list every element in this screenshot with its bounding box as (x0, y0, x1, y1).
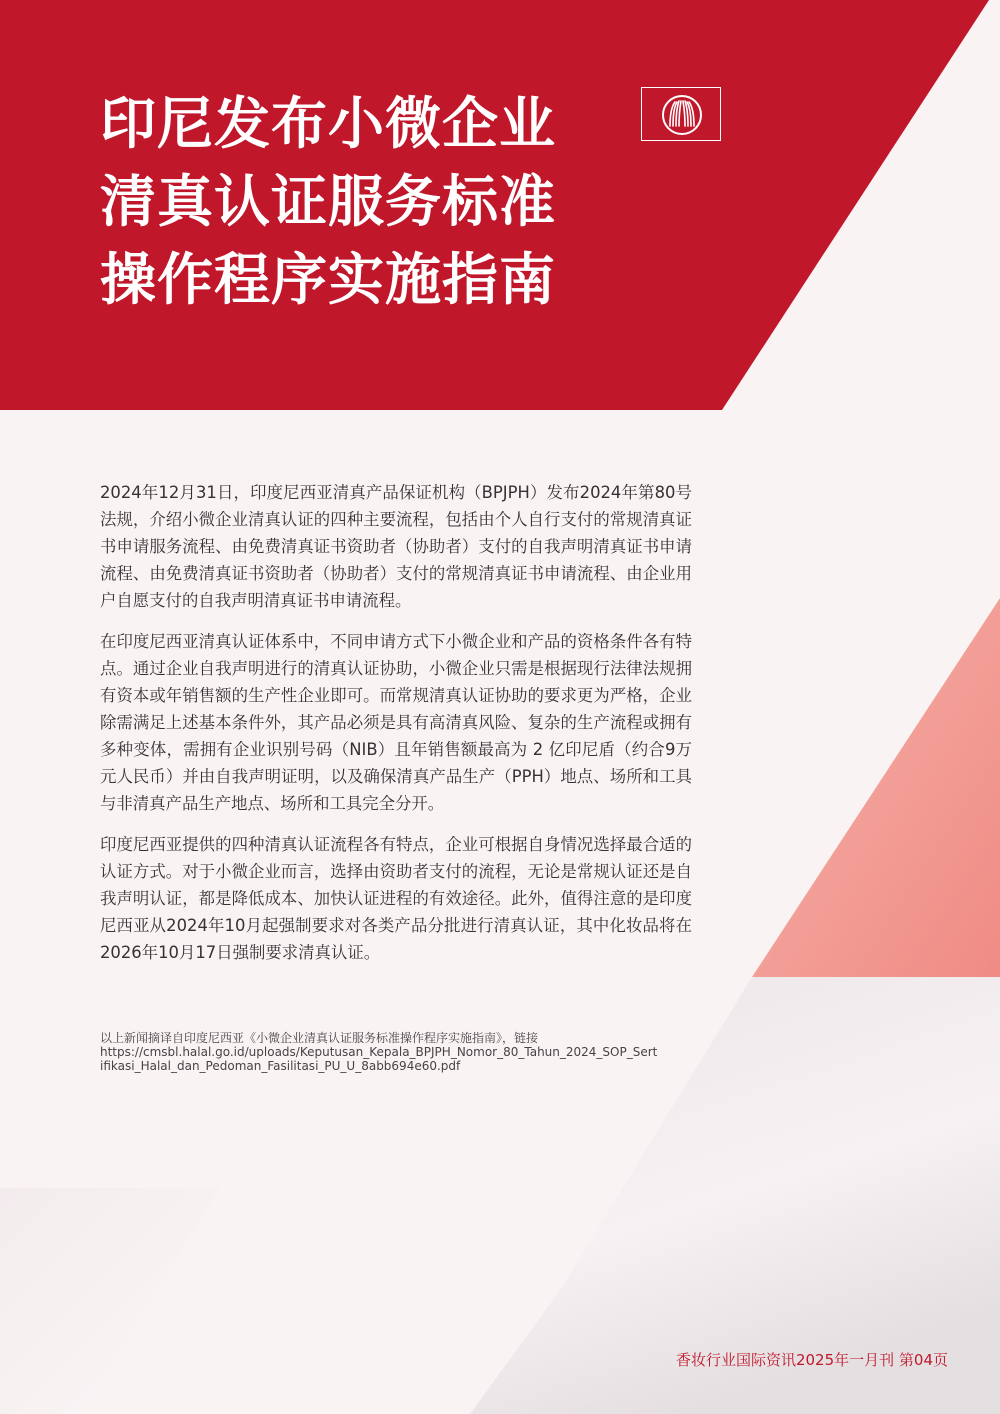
title-line: 操作程序实施指南 (100, 248, 556, 313)
title-line: 清真认证服务标准 (100, 170, 556, 235)
title-line: 印尼发布小微企业 (100, 92, 556, 157)
page-footer: 香妆行业国际资讯2025年一月刊 第04页 (675, 1351, 948, 1369)
article-body (100, 479, 692, 980)
asean-emblem-icon (641, 87, 721, 141)
article-paragraph: 在印度尼西亚清真认证体系中，不同申请方式下小微企业和产品的资格条件各有特点。通过企业自我声明进行的清真认证协助，小微企业只需是根据现行法律法规拥有资本或年销售额的生产性企业即可。而常规清真认证协助的要求更为严格，企业除需满足上述基本条件外，其产品必须是具有高清真风险、复杂的生产流程或拥有多种变体，需拥有企业识别号码（NIB）且年销售额最高为 2 亿印尼盾（约合9万元人民币）并由自我声明证明，以及确保清真产品生产（PPH）地点、场所和工具与非清真产品生产地点、场所和工具完全分开。 (100, 632, 692, 813)
page-title (100, 86, 640, 320)
article-paragraph: 印度尼西亚提供的四种清真认证流程各有特点，企业可根据自身情况选择最合适的认证方式。对于小微企业而言，选择由资助者支付的流程，无论是常规认证还是自我声明认证，都是降低成本、加快认证进程的有效途径。此外，值得注意的是印度尼西亚从2024年10月起强制要求对各类产品分批进行清真认证，其中化妆品将在2026年10月17日强制要求清真认证。 (100, 835, 692, 962)
article-paragraph: 2024年12月31日，印度尼西亚清真产品保证机构（BPJPH）发布2024年第80号法规，介绍小微企业清真认证的四种主要流程，包括由个人自行支付的常规清真证书申请服务流程、由免费清真证书资助者（协助者）支付的自我声明清真证书申请流程、由免费清真证书资助者（协助者）支付的常规清真证书申请流程、由企业用户自愿支付的自我声明清真证书申请流程。 (100, 483, 692, 610)
source-citation (100, 1031, 660, 1073)
lower-left-accent-shape (0, 1188, 220, 1414)
source-note: 以上新闻摘译自印度尼西亚《小微企业清真认证服务标准操作程序实施指南》，链接 (100, 1031, 539, 1045)
source-link[interactable]: https://cmsbl.halal.go.id/uploads/Keputusan_Kepala_BPJPH_Nomor_80_Tahun_2024_SOP_Sertifikasi_Halal_dan_Pedoman_Fasilitasi_PU_U_8abb694e60.pdf (100, 1045, 658, 1073)
pink-accent-triangle (752, 598, 1000, 977)
